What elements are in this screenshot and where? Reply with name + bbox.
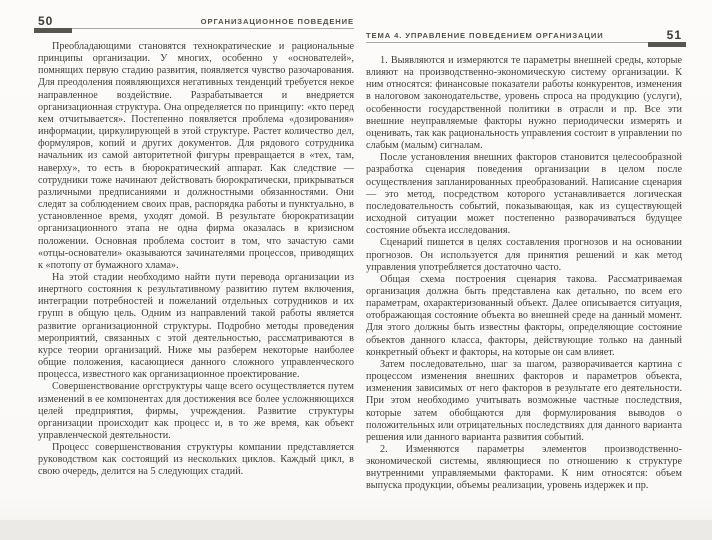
paragraph: Преобладающими становятся технократические и рациональные принципы организации. У многих, особенно у «основателей», помнящих первую стадию развития, появляется чувство разочарования. Для преодоления появляющихся негативных тенденций требуется некое направленное воздействие. Разрабатывается и внедряется организационная структура. Она определяется по принципу: «кто перед кем отчитывается». Постепенно появляется проблема «дозирования» информации, циркулирующей в этой структуре. Растет количество дел, формуляров, копий и других документов. Для рядового сотрудника начальник из самой авторитетной фигуры превращается в «тех, там, наверху», то есть в бюрократический аппарат. Как следствие — сотрудники тоже начинают действовать бюрократически, прикрываться различными предписаниями и должностными обязанностями. Они следят за соблюдением своих прав, распорядка работы и пунктуально, в установленное время, уходят домой. В результате бюрократизации организационного этапа не одна фирма оказалась в кризисном положении. Основная проблема состоит в том, что зачастую сами «отцы-основатели» оказываются зачинателями процессов, приводящих к «потопу от бумажного хлама». xyxy=(38,41,354,271)
right-page-text xyxy=(366,55,682,493)
right-page-header xyxy=(366,26,682,46)
paragraph: 1. Выявляются и измеряются те параметры внешней среды, которые влияют на производственно-экономическую систему организации. К ним относятся: финансовые показатели работы конкурентов, изменения в налоговом законодательстве, уровень спроса на продукцию (услуги), особенности государственной политики в отрасли и пр. Все эти внешние неуправляемые факторы нужно периодически измерять и оценивать, так как рациональность управления состоит в управлении по слабым (малым) сигналам. xyxy=(366,55,682,152)
right-page-number: 51 xyxy=(666,28,682,42)
paragraph: Затем последовательно, шаг за шагом, разворачивается картина с процессом изменения внешних факторов и параметров объекта, изменения зависимых от него факторов в результате его деятельности. При этом необходимо учитывать возможные частные последствия, которые затем обобщаются для формулирования выводов о положительных или отрицательных последствиях для данного варианта решения или данного варианта развития событий. xyxy=(366,358,682,443)
paragraph: На этой стадии необходимо найти пути перевода организации из инертного состояния к результативному развитию путем включения, интеграции потребностей и пожеланий отдельных сотрудников и их групп в общую цель. Одним из направлений такой работы является развитие организационной структуры. Подробно методы проведения мероприятий, связанных с этой деятельностью, рассматриваются в курсе теории организаций. Ниже мы разберем некоторые наиболее общие положения, касающиеся данного сложного управленческого процесса, известного как организационное проектирование. xyxy=(38,271,354,381)
paragraph: Совершенствование оргструктуры чаще всего осуществляется путем изменений в ее компонентах для достижения все более усложняющихся целей предприятия, фирмы, учреждения. Развитие структуры организации происходит как процесс и, в то же время, как объект управленческой деятельности. xyxy=(38,381,354,441)
left-page-number-bar xyxy=(34,28,72,33)
left-page-header xyxy=(38,12,354,32)
left-page xyxy=(38,12,354,479)
left-page-text xyxy=(38,41,354,479)
right-running-title: ТЕМА 4. УПРАВЛЕНИЕ ПОВЕДЕНИЕМ ОРГАНИЗАЦИИ xyxy=(366,31,604,41)
left-page-number-block xyxy=(38,15,53,32)
paragraph: Процесс совершенствования структуры компании представляется руководством как состоящий из нескольких циклов. Каждый цикл, в свою очередь, делится на 5 следующих стадий. xyxy=(38,442,354,478)
paragraph: Сценарий пишется в целях составления прогнозов и на основании прогнозов. Он используется для принятия решений и как метод управления употребляется достаточно часто. xyxy=(366,237,682,273)
paragraph: Общая схема построения сценария такова. Рассматриваемая организация должна быть представлена как детально, по всем его параметрам, охарактеризованный объект. Далее описывается ситуация, отображающая состояние объекта во внешней среде на данный момент. Для этого должны быть известны факторы, определяющие состояние объектов данного класса, факторы, действующие только на данный конкретный объект и факторы, на которые он сам влияет. xyxy=(366,273,682,358)
paragraph: 2. Изменяются параметры элементов производственно-экономической системы, являющиеся по отношению к структуре внутренними управляемыми факторами. К ним относятся: объем выпуска продукции, объемы реализации, уровень издержек и пр. xyxy=(366,444,682,492)
left-running-title: ОРГАНИЗАЦИОННОЕ ПОВЕДЕНИЕ xyxy=(200,17,354,27)
right-page xyxy=(366,26,682,493)
right-page-number-block xyxy=(667,29,682,46)
paragraph: После установления внешних факторов становится целесообразной разработка сценария поведения организации в целом после осуществления запланированных преобразований. Написание сценария — это метод, посредством которого устанавливается логическая последовательность событий, показывающая, как из существующей исходной ситуации может постепенно разворачиваться будущее состояние объекта исследования. xyxy=(366,152,682,237)
photo-bottom-edge xyxy=(0,520,712,540)
right-page-number-bar xyxy=(648,42,686,47)
left-page-number: 50 xyxy=(38,14,54,28)
